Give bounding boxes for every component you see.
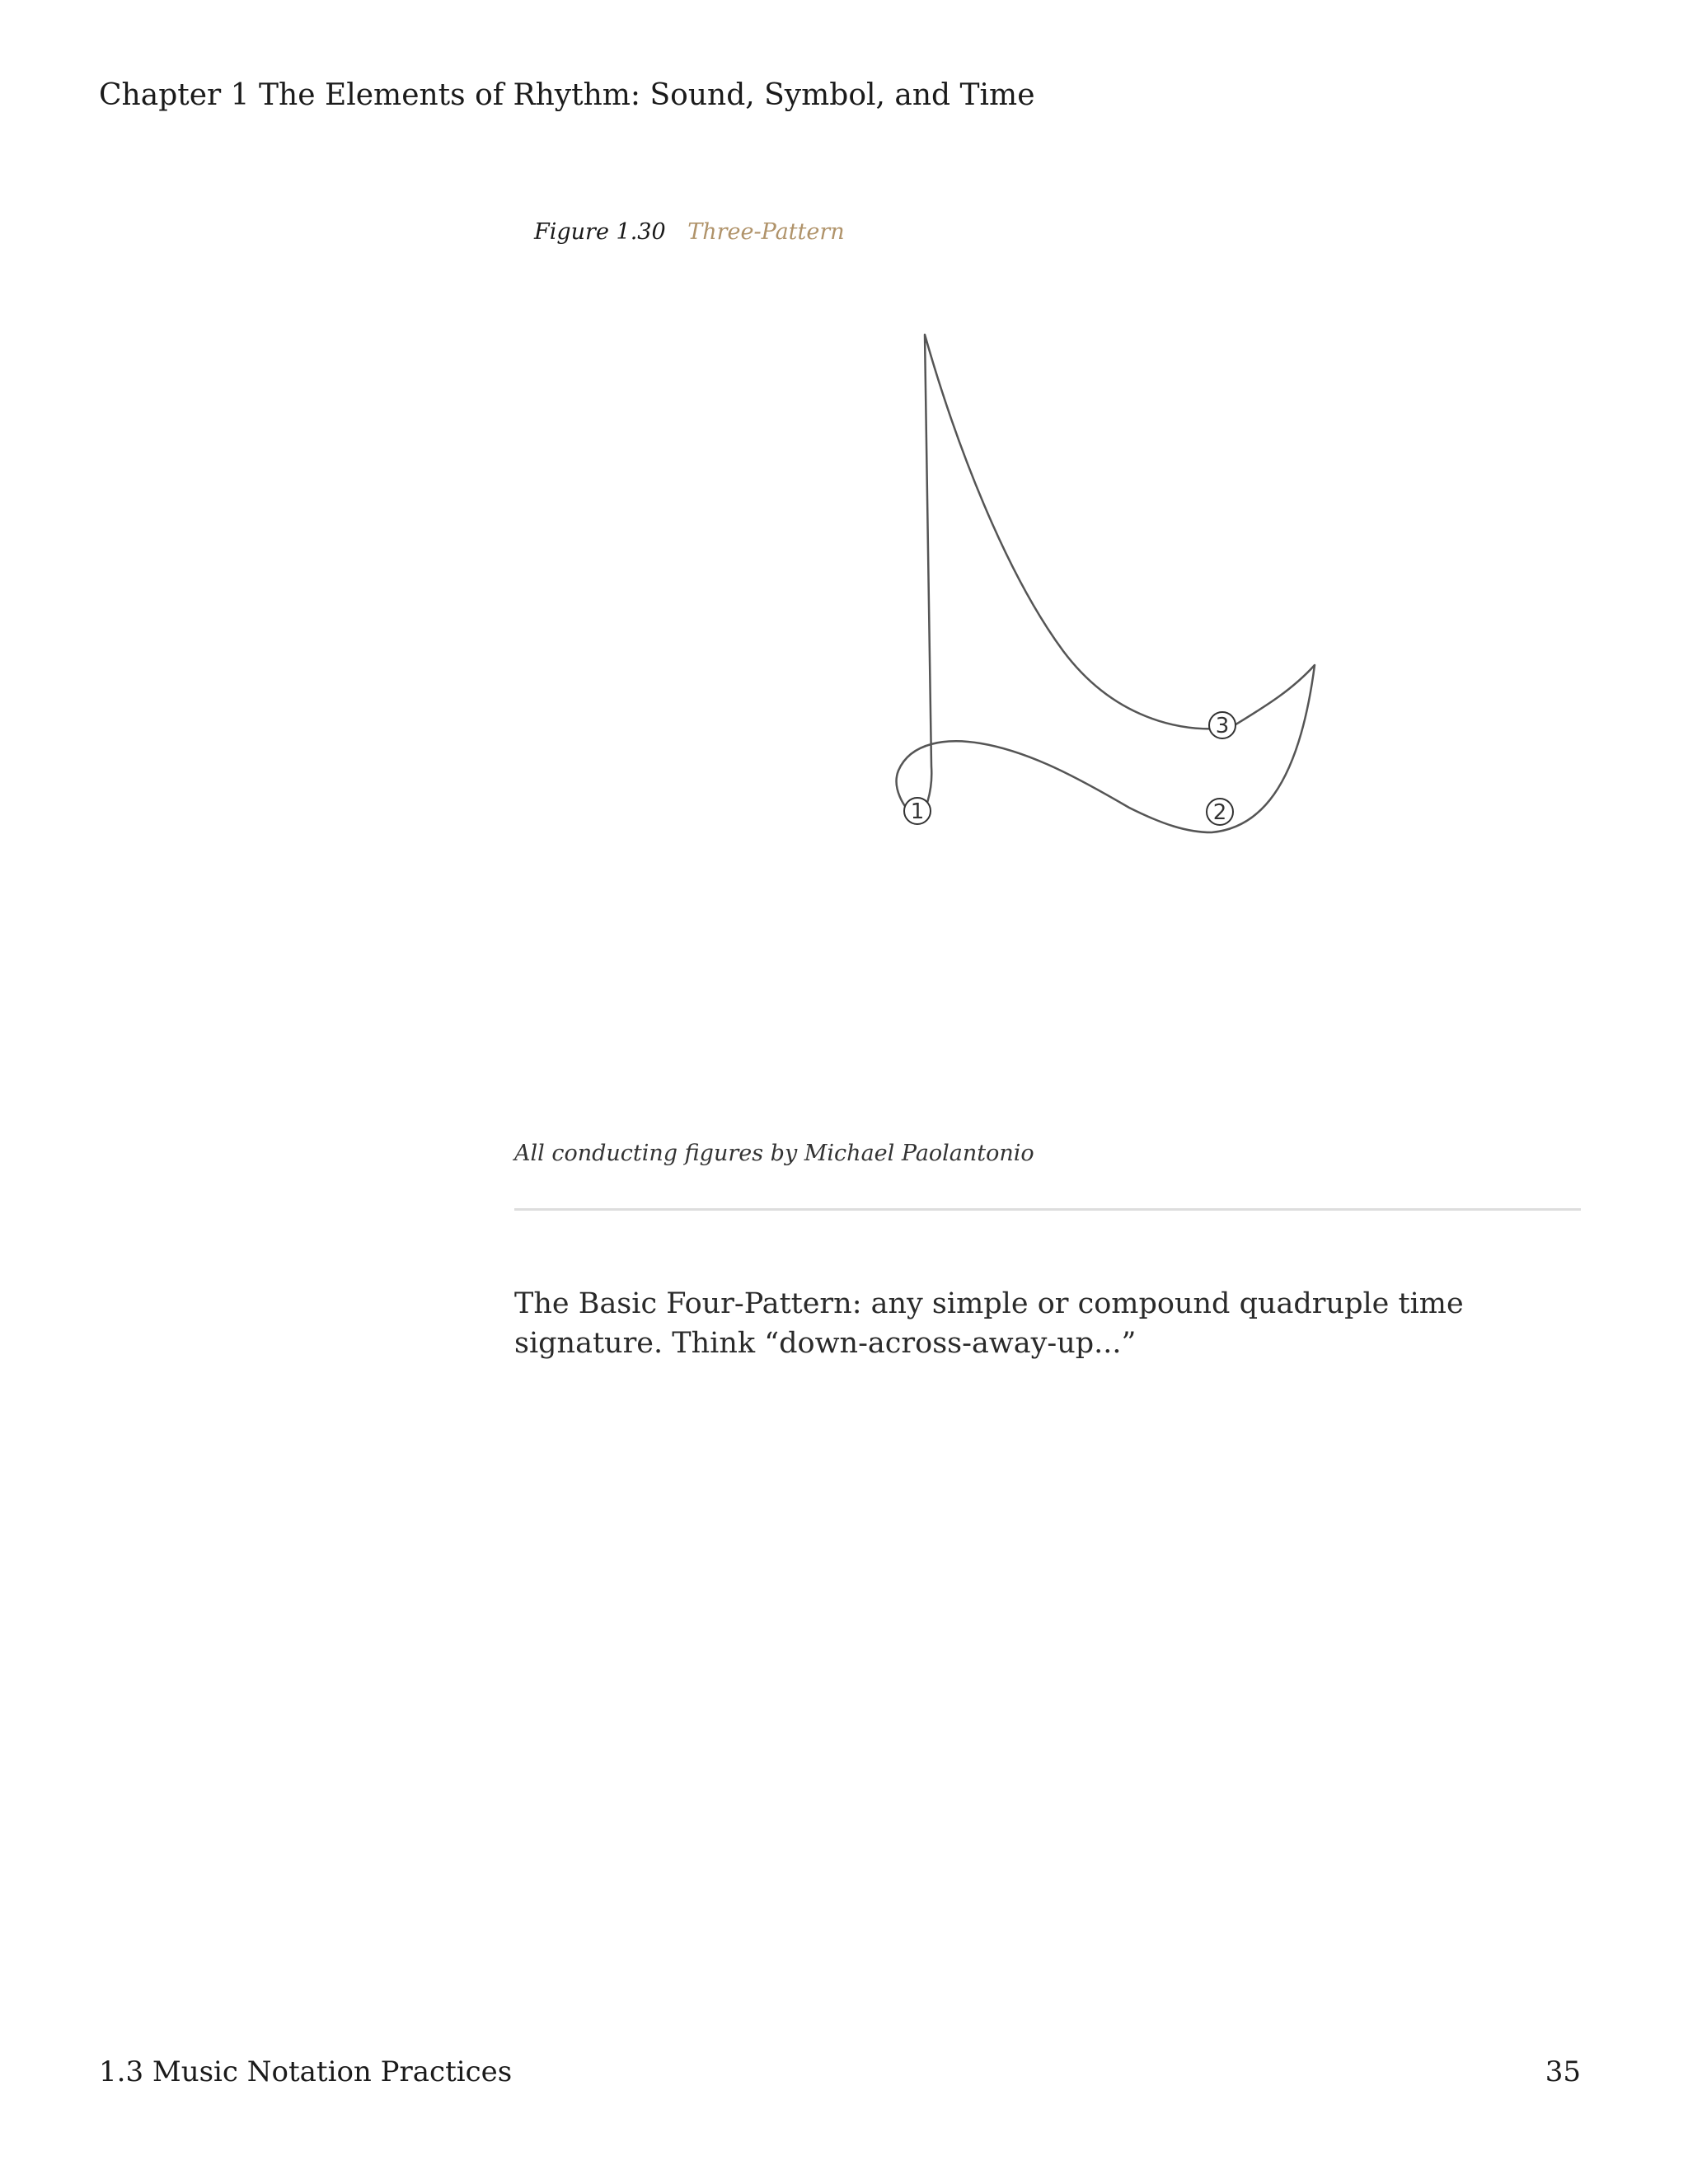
body-paragraph: The Basic Four-Pattern: any simple or compound quadruple time signature. Think “down-across-away-up...” [514, 1287, 1464, 1360]
beat-label-1: 1 [910, 799, 925, 824]
running-footer: 1.3 Music Notation Practices [99, 2055, 513, 2088]
figure-caption [534, 218, 845, 247]
figure-number: Figure 1.30 [534, 219, 666, 245]
section-divider [514, 1208, 1581, 1211]
beat-marker-2 [1207, 799, 1233, 825]
beat-marker-3 [1209, 712, 1236, 738]
running-header: Chapter 1 The Elements of Rhythm: Sound, Symbol, and Time [99, 78, 1035, 112]
three-pattern-diagram [865, 313, 1360, 841]
figure-credit: All conducting figures by Michael Paolantonio [514, 1141, 1034, 1166]
beat-marker-1 [904, 798, 931, 824]
beat-label-2: 2 [1212, 800, 1227, 825]
conducting-path [897, 335, 1315, 832]
page-number: 35 [1545, 2055, 1581, 2088]
figure-title: Three-Pattern [687, 219, 845, 245]
beat-label-3: 3 [1215, 714, 1230, 738]
